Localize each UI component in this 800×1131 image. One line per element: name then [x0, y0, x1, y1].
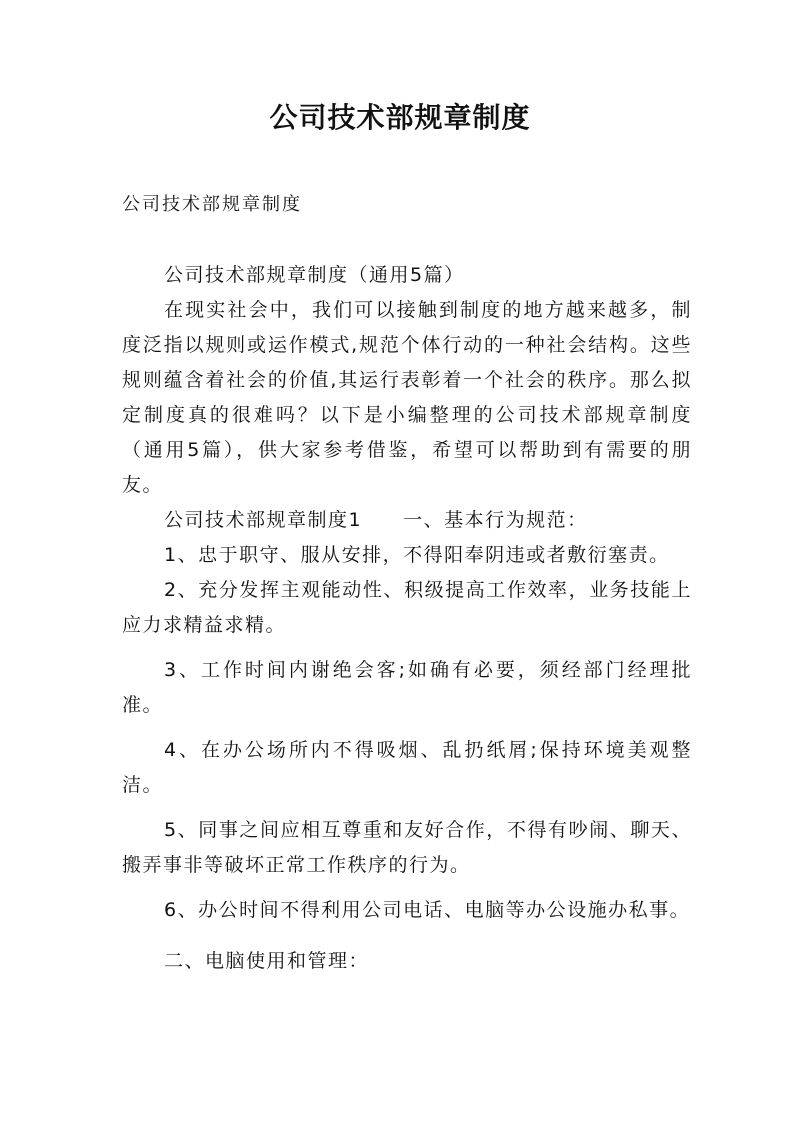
paragraph-heading: 公司技术部规章制度（通用5篇） [164, 264, 465, 286]
document-body [122, 258, 692, 979]
paragraph-rule-2: 2、充分发挥主观能动性、积级提高工作效率，业务技能上应力求精益求精。 [122, 579, 692, 636]
paragraph-intro: 在现实社会中，我们可以接触到制度的地方越来越多，制度泛指以规则或运作模式,规范个体行动的一种社会结构。这些规则蕴含着社会的价值,其运行表彰着一个社会的秩序。那么拟定制度真的很难吗？以下是小编整理的公司技术部规章制度（通用5篇），供大家参考借鉴，希望可以帮助到有需要的朋友。 [122, 299, 692, 496]
paragraph-rule-3: 3、工作时间内谢绝会客;如确有必要，须经部门经理批准。 [122, 659, 692, 716]
paragraph-rule-1: 1、忠于职守、服从安排，不得阳奉阴违或者敷衍塞责。 [164, 544, 670, 566]
document-title: 公司技术部规章制度 [269, 101, 531, 134]
paragraph-rule-5: 5、同事之间应相互尊重和友好合作，不得有吵闹、聊天、搬弄事非等破坏正常工作秩序的行为。 [122, 819, 692, 876]
paragraph-section-2: 二、电脑使用和管理： [164, 950, 370, 972]
paragraph-section-1: 公司技术部规章制度1 一、基本行为规范： [164, 509, 588, 531]
document-subtitle: 公司技术部规章制度 [122, 194, 302, 215]
paragraph-rule-6: 6、办公时间不得利用公司电话、电脑等办公设施办私事。 [164, 899, 691, 921]
paragraph-rule-4: 4、在办公场所内不得吸烟、乱扔纸屑;保持环境美观整洁。 [122, 739, 692, 796]
